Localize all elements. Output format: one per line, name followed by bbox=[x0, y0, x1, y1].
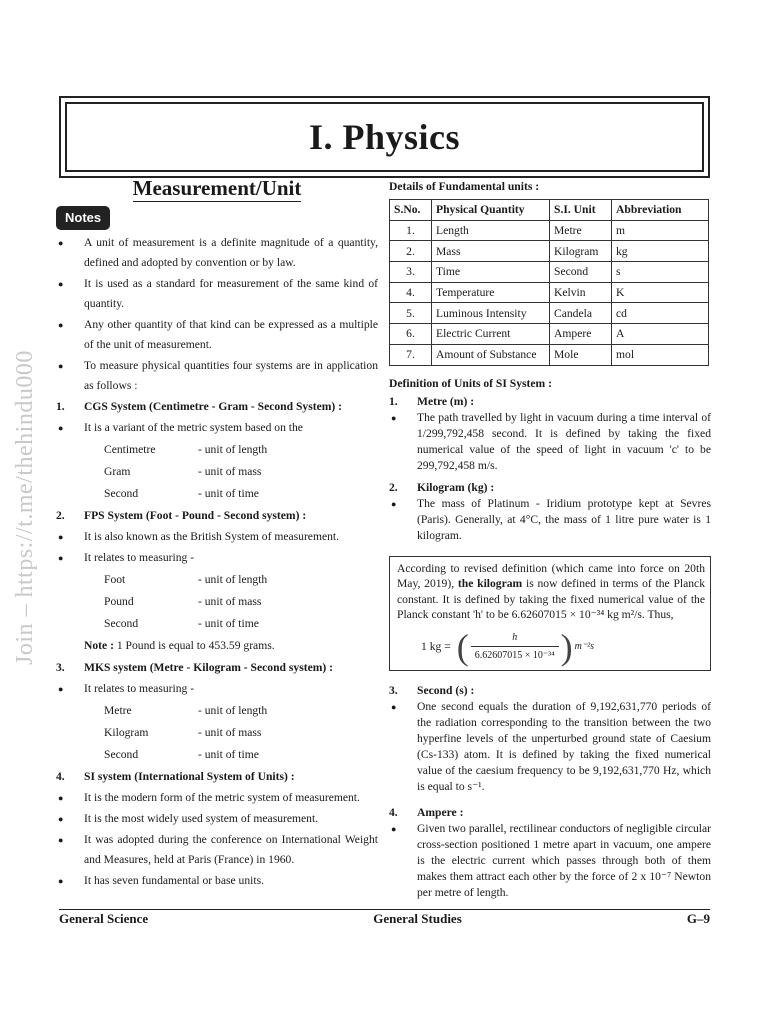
ampere-heading: 4. Ampere : bbox=[389, 805, 464, 819]
unit-row: Kilogram - unit of mass bbox=[104, 726, 262, 739]
table-row: 7. Amount of Substance Mole mol bbox=[390, 344, 709, 365]
unit-row: Centimetre - unit of length bbox=[104, 443, 268, 456]
unit-row: Second - unit of time bbox=[104, 487, 259, 500]
unit-row: Pound - unit of mass bbox=[104, 595, 262, 608]
mks-heading: 3. MKS system (Metre - Kilogram - Second system) : bbox=[56, 661, 333, 674]
list-item: ● The mass of Platinum - Iridium prototype kept at Sevres (Paris). Generally, at 4°C, the mass of 1 litre pure water is 1 kilogram. bbox=[391, 496, 711, 542]
list-item: ● It is the most widely used system of measurement. bbox=[58, 812, 319, 825]
table-row: 1. Length Metre m bbox=[390, 220, 709, 241]
kilogram-heading: 2. Kilogram (kg) : bbox=[389, 480, 495, 494]
list-item: ● To measure physical quantities four systems are in application as follows : bbox=[58, 359, 378, 392]
table-row: 6. Electric Current Ampere A bbox=[390, 324, 709, 345]
table-row: 4. Temperature Kelvin K bbox=[390, 282, 709, 303]
list-item: ● A unit of measurement is a definite magnitude of a quantity, defined and adopted by convention or by law. bbox=[58, 236, 378, 269]
table-title: Details of Fundamental units : bbox=[389, 180, 540, 193]
table-row: 2. Mass Kilogram kg bbox=[390, 241, 709, 262]
list-item: ● It relates to measuring - bbox=[58, 551, 195, 564]
footer-subject: General Science bbox=[59, 911, 149, 926]
fraction: $\frac{h}{\text{6.62607015 × 10⁻³⁴}}$ bbox=[471, 630, 559, 663]
si-heading: 4. SI system (International System of Units) : bbox=[56, 770, 295, 783]
unit-row: Metre - unit of length bbox=[104, 704, 268, 717]
notes-badge: Notes bbox=[56, 206, 110, 230]
cgs-heading: 1. CGS System (Centimetre - Gram - Second System) : bbox=[56, 400, 343, 413]
definitions-heading: Definition of Units of SI System : bbox=[389, 376, 552, 390]
list-item: ● One second equals the duration of 9,192,631,770 periods of the radiation corresponding to the transition between the two hyperfine levels of the unperturbed ground state of Caesium (Cs-133) atom. It is defined by taking the fixed numerical value of the caesium frequency to be 9,192,631,770 Hz, which is equal to s⁻¹. bbox=[391, 699, 711, 793]
list-item: ● It is a variant of the metric system based on the bbox=[58, 421, 303, 434]
footer-book: General Studies bbox=[373, 911, 462, 926]
note: Note : 1 Pound is equal to 453.59 grams. bbox=[84, 639, 275, 652]
kilogram-definition-box: According to revised definition (which came into force on 20th May, 2019), the kilogram is now defined in terms of the Planck constant. It is defined by taking the fixed numerical value of the Planck constant 'h' to be 6.62607015 × 10⁻³⁴ kg m²/s. Thus, 1 kg = ( $\frac{h}{\text{6.62607015 × 10⁻³⁴}}$ ) m⁻²s bbox=[389, 556, 711, 671]
list-item: ● It was adopted during the conference on International Weight and Measures, held at Paris (France) in 1960. bbox=[58, 833, 378, 866]
left-column bbox=[56, 178, 378, 892]
second-heading: 3. Second (s) : bbox=[389, 683, 475, 697]
unit-row: Second - unit of time bbox=[104, 617, 259, 630]
table-header-row bbox=[390, 200, 709, 221]
list-item: ● It is used as a standard for measurement of the same kind of quantity. bbox=[58, 277, 378, 310]
list-item: ● It is also known as the British System of measurement. bbox=[58, 530, 340, 543]
table-row: 5. Luminous Intensity Candela cd bbox=[390, 303, 709, 324]
right-column bbox=[389, 180, 711, 901]
title-box-inner bbox=[65, 102, 704, 172]
section-heading: Measurement/Unit bbox=[132, 176, 302, 200]
list-item: ● It is the modern form of the metric system of measurement. bbox=[58, 791, 360, 804]
list-item: ● Any other quantity of that kind can be expressed as a multiple of the unit of measurement. bbox=[58, 318, 378, 351]
metre-heading: 1. Metre (m) : bbox=[389, 394, 475, 408]
unit-row: Gram - unit of mass bbox=[104, 465, 262, 478]
list-item: ● The path travelled by light in vacuum during a time interval of 1/299,792,458 second. It is defined by taking the fixed numerical value of the speed of light in vacuum 'c' to be 299,792,458 m/s. bbox=[391, 410, 711, 472]
unit-row: Foot - unit of length bbox=[104, 573, 268, 586]
fundamental-units-table bbox=[389, 199, 709, 366]
page-number: G–9 bbox=[686, 911, 710, 926]
planck-formula: 1 kg = ( $\frac{h}{\text{6.62607015 × 10⁻³⁴}}$ ) m⁻²s bbox=[421, 626, 595, 667]
title-box bbox=[59, 96, 710, 178]
unit-row: Second - unit of time bbox=[104, 748, 259, 761]
page-footer bbox=[59, 909, 710, 927]
list-item: ● It has seven fundamental or base units. bbox=[58, 874, 264, 887]
fps-heading: 2. FPS System (Foot - Pound - Second system) : bbox=[56, 509, 307, 522]
list-item: ● It relates to measuring - bbox=[58, 682, 195, 695]
column-header: Abbreviation bbox=[612, 200, 709, 221]
table-row: 3. Time Second s bbox=[390, 262, 709, 283]
watermark: Join – https://t.me/thehindu000 bbox=[12, 350, 38, 665]
column-header: Physical Quantity bbox=[432, 200, 550, 221]
column-header: S.I. Unit bbox=[550, 200, 612, 221]
column-header: S.No. bbox=[390, 200, 432, 221]
list-item: ● Given two parallel, rectilinear conductors of negligible circular cross-section positioned 1 metre apart in vacuum, one ampere is the electric current which passes through both of them makes them attract each other by the force of 2 x 10⁻⁷ Newton per metre of length. bbox=[391, 821, 711, 899]
page-title: I. Physics bbox=[308, 117, 461, 157]
